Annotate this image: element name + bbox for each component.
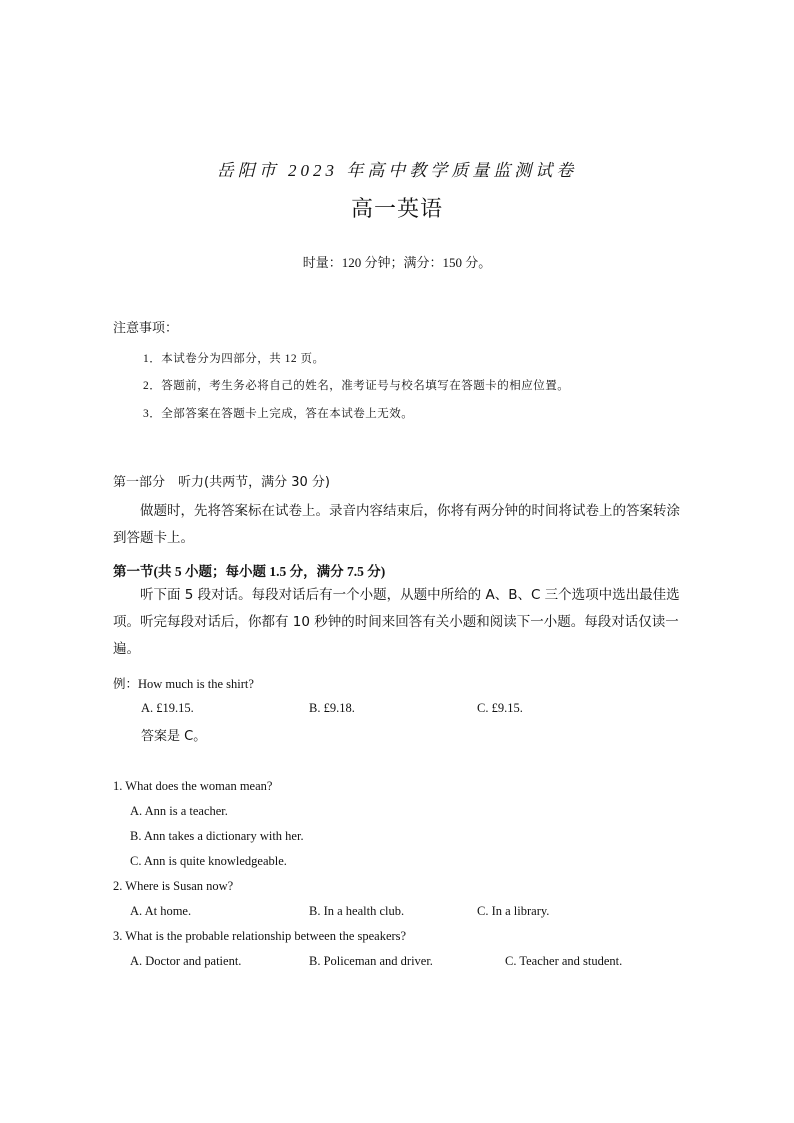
example-answer: 答案是 C。 bbox=[141, 729, 207, 744]
question-option: B. Policeman and driver. bbox=[309, 954, 433, 968]
example-option-a: A. £19.15. bbox=[141, 701, 194, 715]
question-stem: 1. What does the woman mean? bbox=[113, 779, 273, 793]
example-stem: 例：How much is the shirt? bbox=[113, 677, 254, 691]
notice-item: 2．答题前，考生务必将自己的姓名，准考证号与校名填写在答题卡的相应位置。 bbox=[143, 380, 570, 392]
question-option: B. In a health club. bbox=[309, 904, 405, 918]
example-option-b: B. £9.18. bbox=[309, 701, 355, 715]
example-option-c: C. £9.15. bbox=[477, 701, 523, 715]
question-option: A. At home. bbox=[130, 904, 192, 918]
exam-title: 岳阳市 2023 年高中教学质量监测试卷 bbox=[216, 161, 578, 180]
section-heading: 第一节(共 5 小题；每小题 1.5 分，满分 7.5 分) bbox=[113, 564, 386, 579]
notice-item: 1．本试卷分为四部分，共 12 页。 bbox=[143, 353, 325, 365]
question-option: B. Ann takes a dictionary with her. bbox=[130, 829, 304, 843]
question-option: A. Doctor and patient. bbox=[130, 954, 242, 968]
section-instructions: 听下面 5 段对话。每段对话后有一个小题，从题中所给的 A、B、C 三个选项中选出最佳选项。听完每段对话后，你都有 10 秒钟的时间来回答有关小题和阅读下一小题。每段对话仅读一遍。 bbox=[113, 587, 680, 657]
part-heading: 第一部分 听力(共两节，满分 30 分) bbox=[113, 475, 330, 490]
question-option: A. Ann is a teacher. bbox=[130, 804, 228, 818]
question-option: C. Teacher and student. bbox=[505, 954, 623, 968]
question-option: C. In a library. bbox=[477, 904, 550, 918]
question-stem: 2. Where is Susan now? bbox=[113, 879, 234, 893]
subject-title: 高一英语 bbox=[350, 197, 443, 222]
question-stem: 3. What is the probable relationship between the speakers? bbox=[113, 929, 407, 943]
exam-duration: 时量：120 分钟；满分：150 分。 bbox=[302, 255, 492, 270]
notice-item: 3．全部答案在答题卡上完成，答在本试卷上无效。 bbox=[143, 408, 414, 420]
part-intro: 做题时，先将答案标在试卷上。录音内容结束后，你将有两分钟的时间将试卷上的答案转涂到答题卡上。 bbox=[113, 503, 680, 546]
notice-heading: 注意事项： bbox=[113, 321, 179, 336]
question-option: C. Ann is quite knowledgeable. bbox=[130, 854, 287, 868]
